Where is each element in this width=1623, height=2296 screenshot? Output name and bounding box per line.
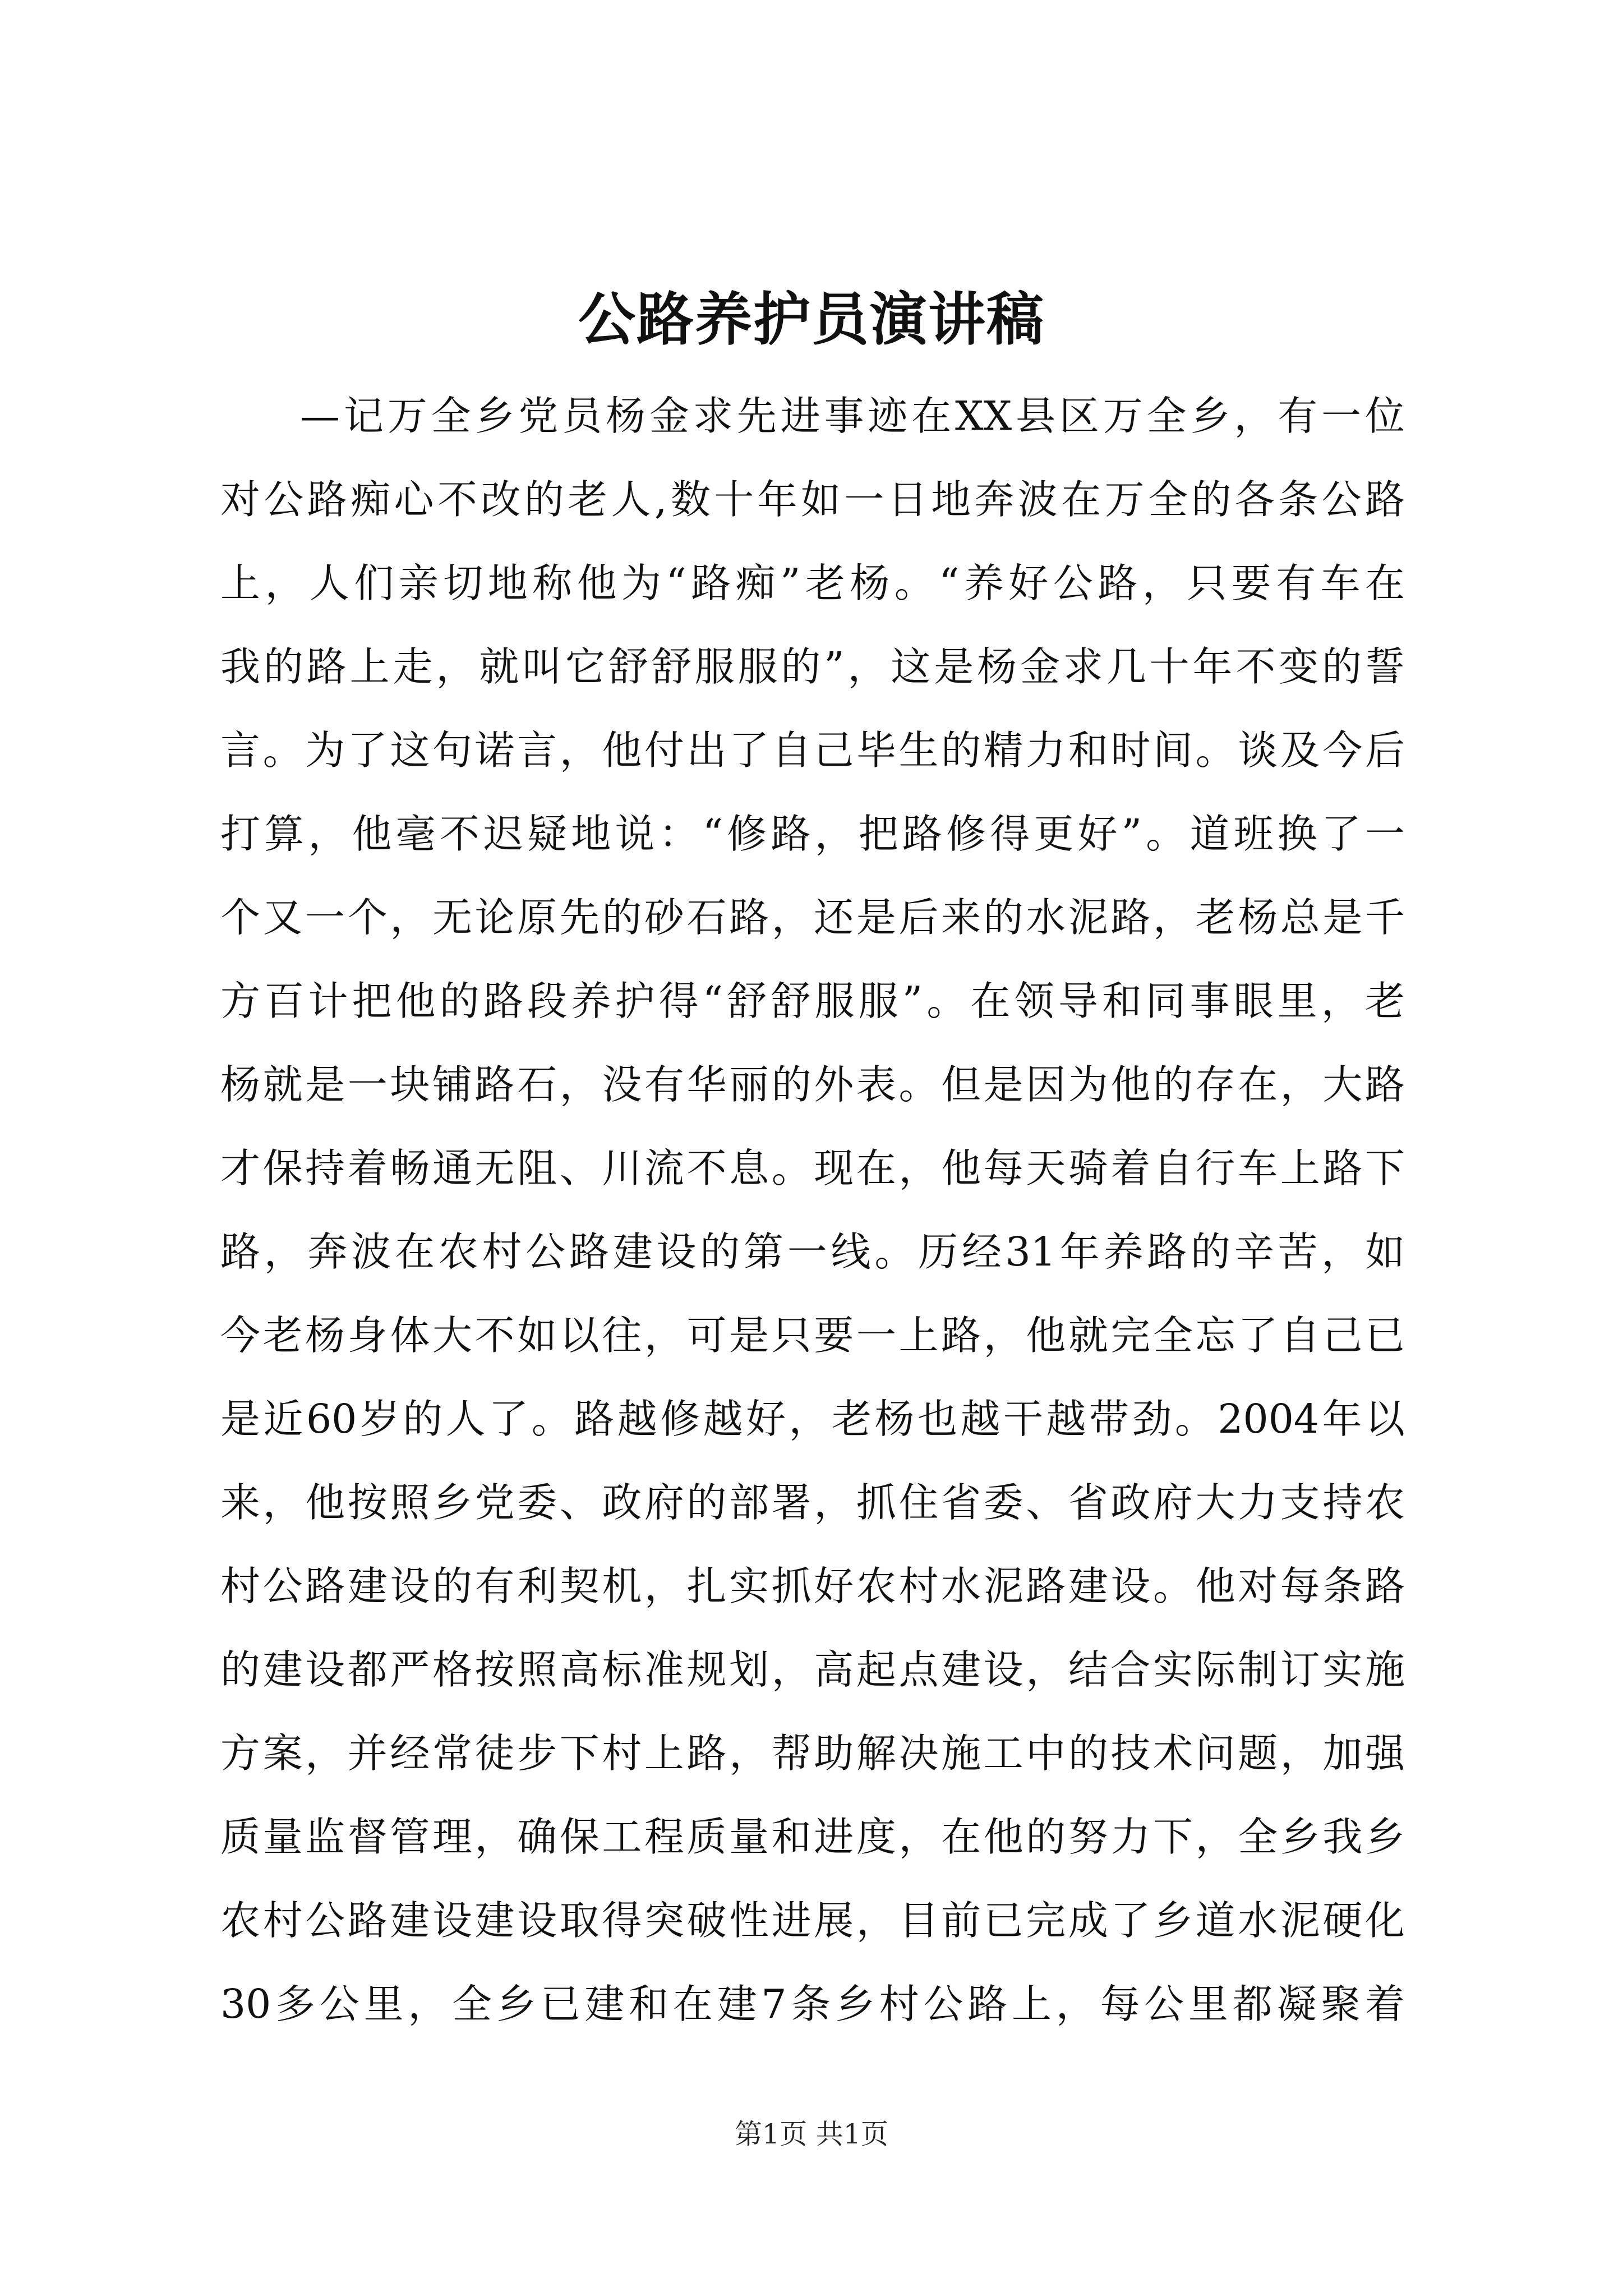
paragraph-line: 打算，他毫不迟疑地说：“修路，把路修得更好”。道班换了一 xyxy=(220,811,1405,857)
paragraph-line: 杨就是一块铺路石，没有华丽的外表。但是因为他的存在，大路 xyxy=(220,1061,1405,1108)
document-body xyxy=(220,389,1405,2049)
paragraph-line: 言。为了这句诺言，他付出了自己毕生的精力和时间。谈及今后 xyxy=(220,727,1405,774)
paragraph-line: 方案，并经常徒步下村上路，帮助解决施工中的技术问题，加强 xyxy=(220,1730,1405,1777)
paragraph-line: 对公路痴心不改的老人,数十年如一日地奔波在万全的各条公路 xyxy=(220,476,1405,523)
paragraph-line: 来，他按照乡党委、政府的部署，抓住省委、省政府大力支持农 xyxy=(220,1479,1405,1526)
paragraph-line: 今老杨身体大不如以往，可是只要一上路，他就完全忘了自己已 xyxy=(220,1312,1405,1359)
page-number-footer: 第1页 共1页 xyxy=(735,2118,888,2150)
paragraph-line: —记万全乡党员杨金求先进事迹在XX县区万全乡，有一位 xyxy=(300,393,1405,439)
paragraph-line: 30多公里，全乡已建和在建7条乡村公路上，每公里都凝聚着 xyxy=(220,1981,1405,2027)
paragraph-line: 才保持着畅通无阻、川流不息。现在，他每天骑着自行车上路下 xyxy=(220,1145,1405,1191)
paragraph-line: 上，人们亲切地称他为“路痴”老杨。“养好公路，只要有车在 xyxy=(220,560,1405,606)
paragraph-line: 个又一个，无论原先的砂石路，还是后来的水泥路，老杨总是千 xyxy=(220,894,1405,941)
paragraph-line: 方百计把他的路段养护得“舒舒服服”。在领导和同事眼里，老 xyxy=(220,978,1405,1024)
paragraph-line: 质量监督管理，确保工程质量和进度，在他的努力下，全乡我乡 xyxy=(220,1814,1405,1860)
paragraph-line: 路，奔波在农村公路建设的第一线。历经31年养路的辛苦，如 xyxy=(220,1228,1405,1275)
paragraph-line: 是近60岁的人了。路越修越好，老杨也越干越带劲。2004年以 xyxy=(220,1396,1405,1442)
paragraph-line: 的建设都严格按照高标准规划，高起点建设，结合实际制订实施 xyxy=(220,1646,1405,1693)
document-title: 公路养护员演讲稿 xyxy=(578,286,1045,353)
paragraph-line: 我的路上走，就叫它舒舒服服的”，这是杨金求几十年不变的誓 xyxy=(220,643,1405,690)
paragraph-line: 农村公路建设建设取得突破性进展，目前已完成了乡道水泥硬化 xyxy=(220,1897,1405,1944)
paragraph-line: 村公路建设的有利契机，扎实抓好农村水泥路建设。他对每条路 xyxy=(220,1563,1405,1609)
